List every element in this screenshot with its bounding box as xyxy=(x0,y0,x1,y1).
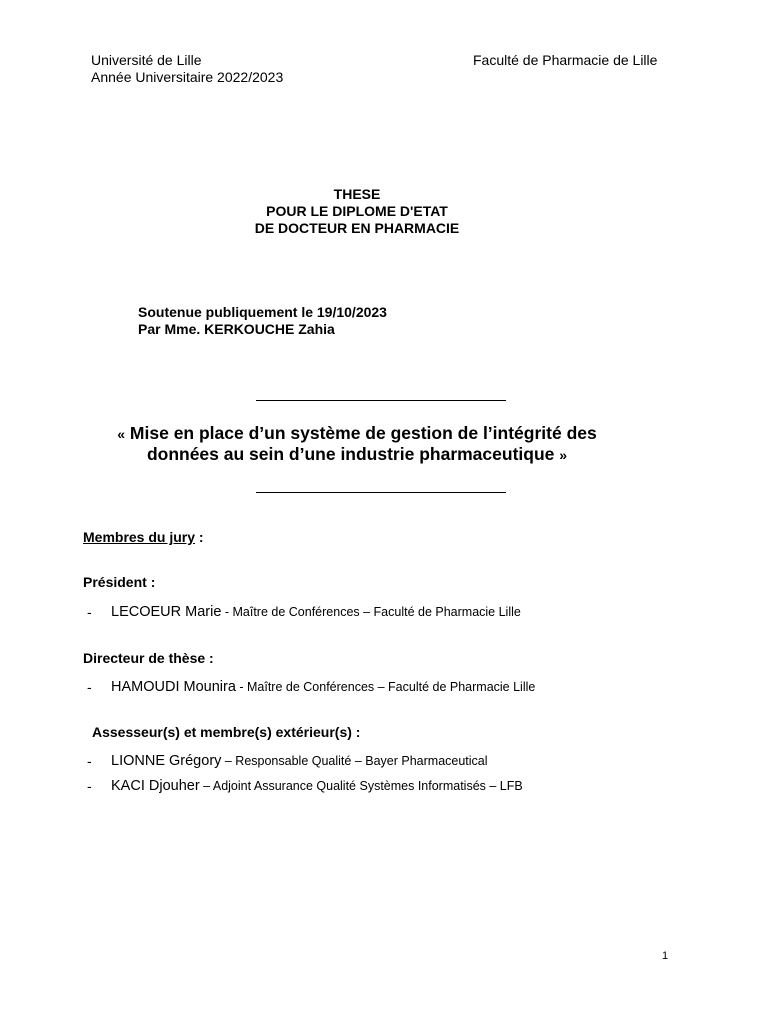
list-bullet: - xyxy=(87,753,92,769)
member-entry xyxy=(111,753,488,770)
university-name: Université de Lille xyxy=(91,52,202,68)
jury-heading xyxy=(83,529,204,546)
jury-heading-label: Membres du jury xyxy=(83,529,196,545)
assessor-member xyxy=(87,778,687,796)
president-member xyxy=(87,604,687,622)
member-role: - Maître de Conférences – Faculté de Pharmacie Lille xyxy=(221,605,521,619)
member-role: – Responsable Qualité – Bayer Pharmaceutical xyxy=(221,754,488,768)
director-member xyxy=(87,679,687,697)
assessors-heading: Assesseur(s) et membre(s) extérieur(s) : xyxy=(92,724,361,740)
director-heading: Directeur de thèse : xyxy=(83,650,214,666)
member-name: LECOEUR Marie xyxy=(111,604,222,620)
member-entry xyxy=(111,778,523,795)
member-entry xyxy=(111,679,535,696)
list-bullet: - xyxy=(87,778,92,794)
thesis-title-line2 xyxy=(0,443,714,467)
author-name: Par Mme. KERKOUCHE Zahia xyxy=(138,321,335,337)
thesis-type: THESE xyxy=(333,186,381,202)
open-quote: « xyxy=(117,426,126,442)
member-role: – Adjoint Assurance Qualité Systèmes Informatisés – LFB xyxy=(199,779,523,793)
member-entry xyxy=(111,604,521,621)
diploma-line: POUR LE DIPLOME D'ETAT xyxy=(266,203,448,219)
defense-date: Soutenue publiquement le 19/10/2023 xyxy=(138,304,387,320)
member-name: LIONNE Grégory xyxy=(111,753,222,769)
member-name: KACI Djouher xyxy=(111,778,200,794)
thesis-title-text2: données au sein d’une industrie pharmaceutique xyxy=(146,444,555,464)
member-role: - Maître de Conférences – Faculté de Pharmacie Lille xyxy=(235,680,536,694)
list-bullet: - xyxy=(87,604,92,620)
page-number: 1 xyxy=(662,950,669,962)
president-heading: Président : xyxy=(83,574,156,590)
title-rule-bottom xyxy=(256,492,506,493)
degree-line: DE DOCTEUR EN PHARMACIE xyxy=(254,220,460,236)
thesis-title-text1: Mise en place d’un système de gestion de l’intégrité des xyxy=(129,423,597,443)
jury-heading-suffix: : xyxy=(195,529,204,545)
academic-year: Année Universitaire 2022/2023 xyxy=(91,69,284,85)
assessor-member xyxy=(87,753,687,771)
member-name: HAMOUDI Mounira xyxy=(111,679,236,695)
title-rule-top xyxy=(256,400,506,401)
list-bullet: - xyxy=(87,679,92,695)
faculty-name: Faculté de Pharmacie de Lille xyxy=(473,52,658,68)
close-quote: » xyxy=(559,447,568,463)
